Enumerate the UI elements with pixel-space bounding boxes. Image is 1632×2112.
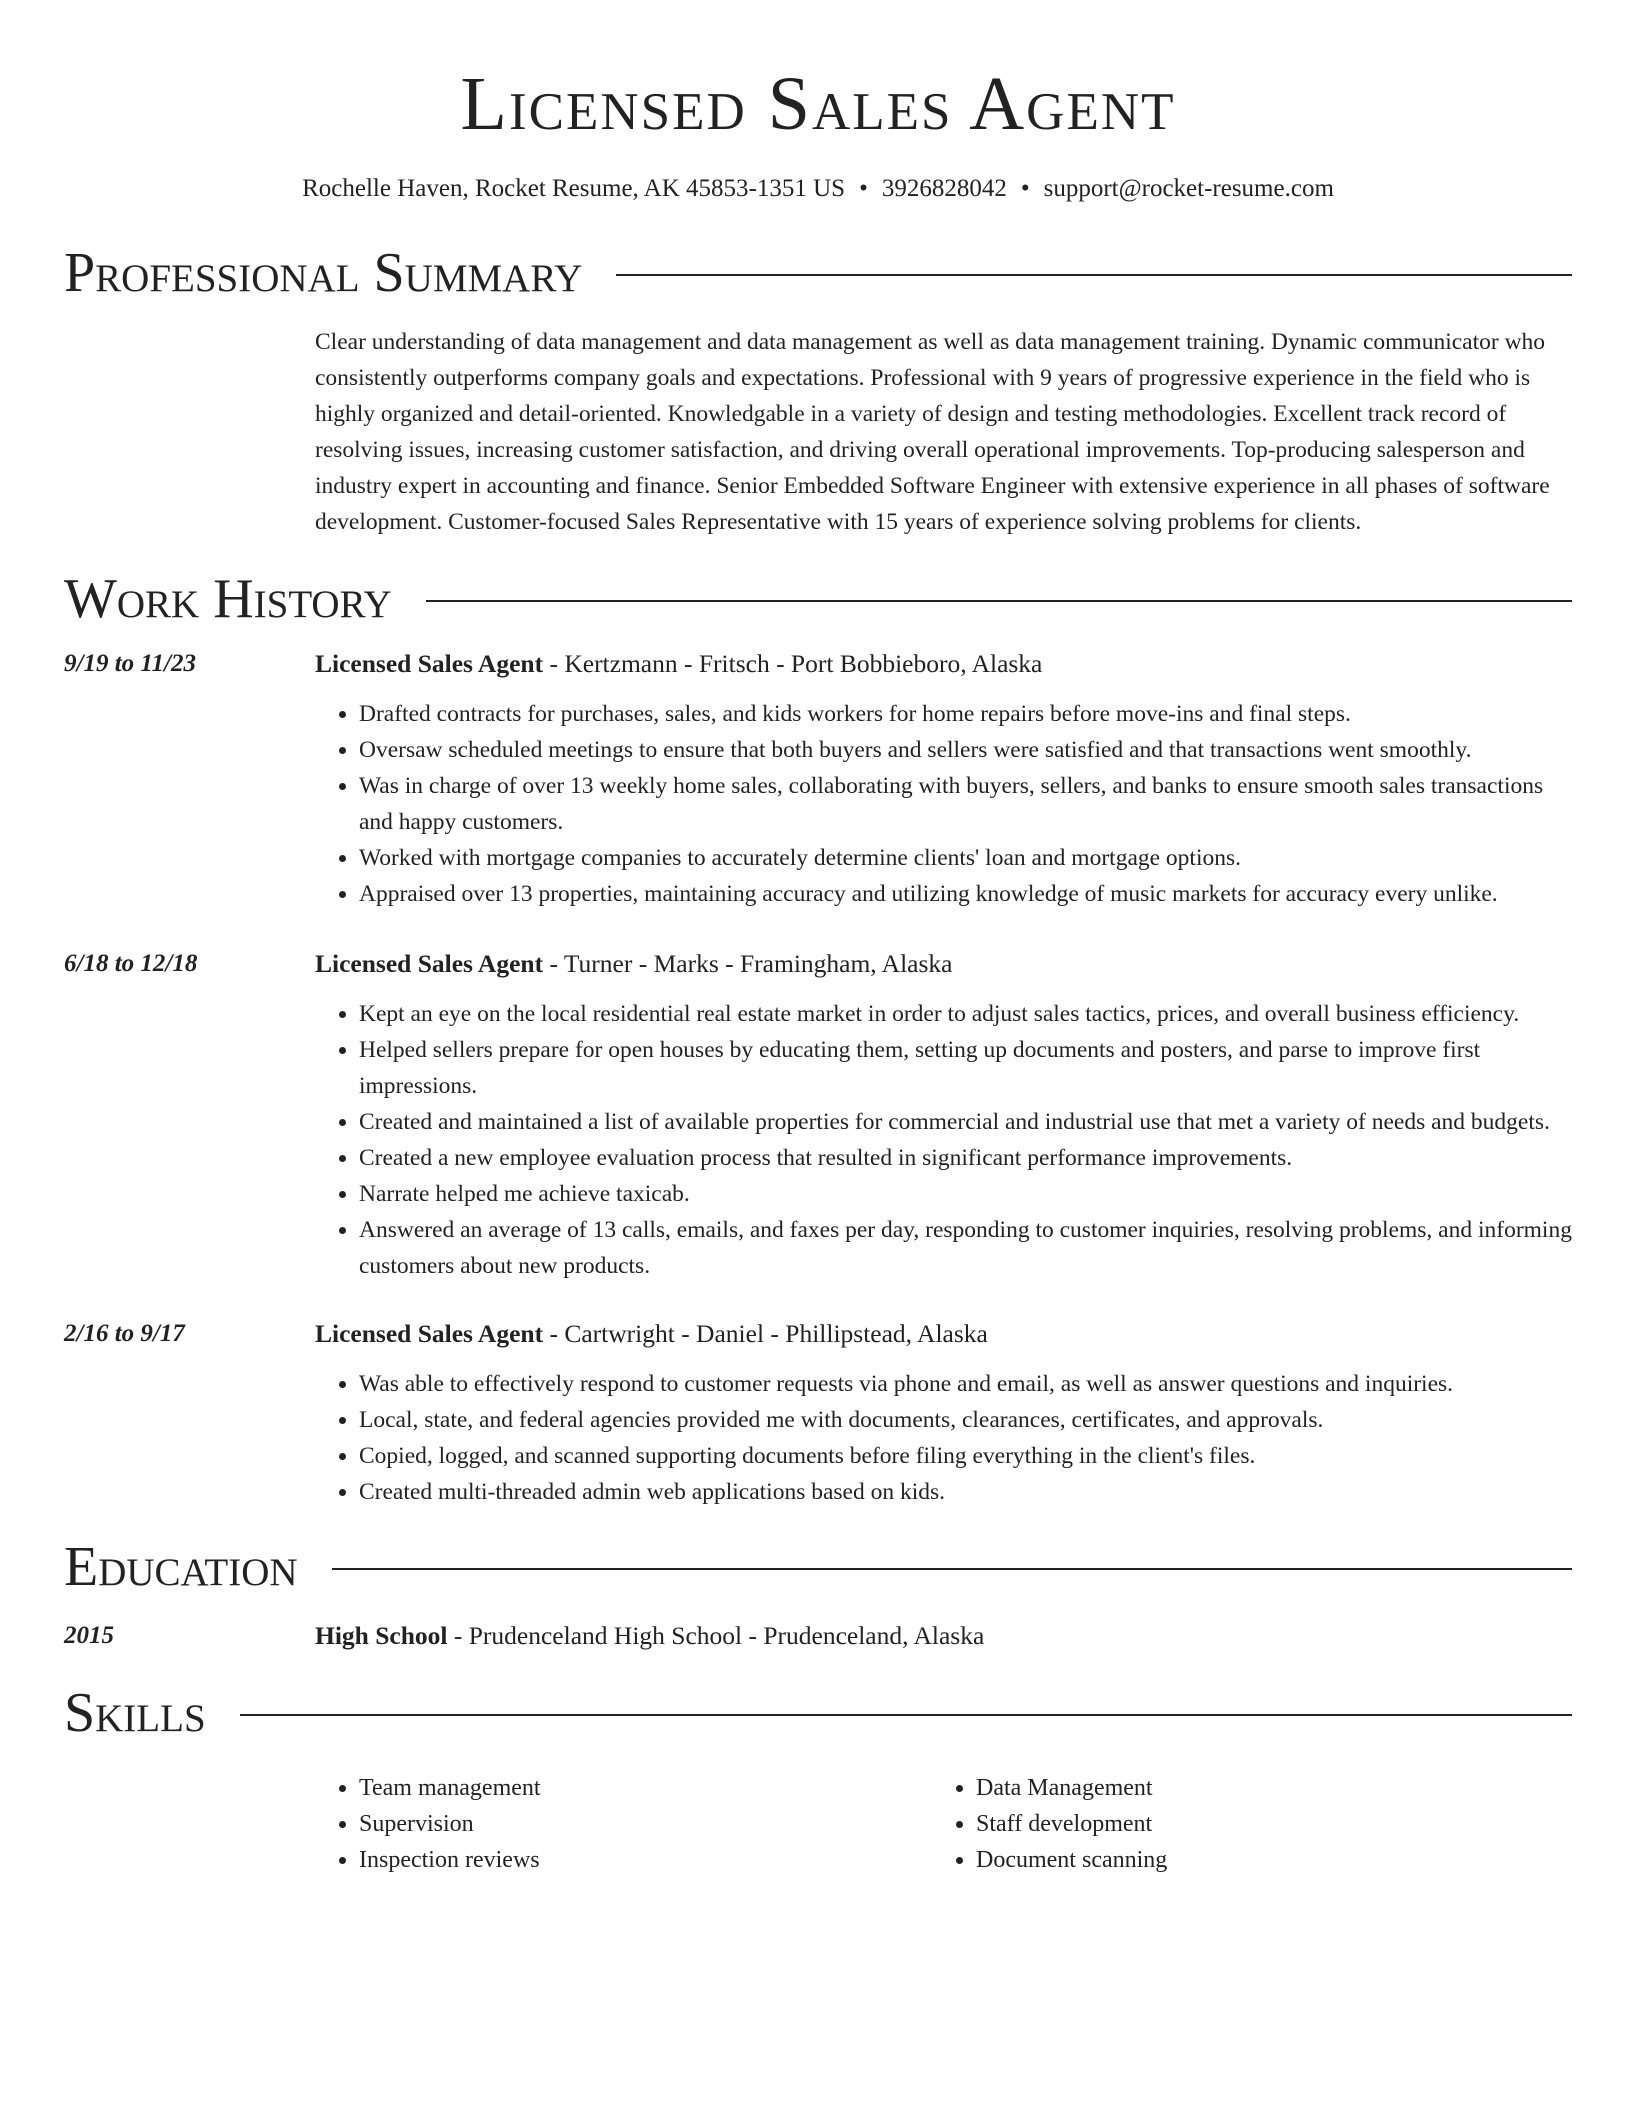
job-bullets [315, 1366, 1572, 1510]
job-body [315, 1316, 1572, 1510]
skills-section-header [64, 1678, 1572, 1748]
education-year: 2015 [64, 1622, 114, 1649]
job-bullet: • Created and maintained a list of available properties for commercial and industrial use that met a variety of needs and budgets. [359, 1104, 1572, 1140]
work-section-title: Work History [64, 568, 392, 630]
job-heading [315, 646, 1572, 682]
phone-number: 3926828042 [881, 175, 1007, 202]
skill-item: • Inspection reviews [359, 1842, 932, 1878]
education-entry [64, 1618, 1572, 1654]
summary-section-header [64, 238, 1572, 308]
job-bullet: • Was in charge of over 13 weekly home sales, collaborating with buyers, sellers, and banks to ensure smooth sales transactions and happy customers. [359, 768, 1572, 840]
education-body [315, 1618, 1572, 1654]
job-bullet: • Created a new employee evaluation process that resulted in significant performance improvements. [359, 1140, 1572, 1176]
summary-section-title: Professional Summary [64, 242, 583, 304]
skill-item: • Data Management [976, 1770, 1167, 1806]
work-section-header [64, 564, 1572, 634]
job-heading [315, 946, 1572, 982]
section-divider [616, 274, 1572, 276]
summary-text: Clear understanding of data management and data management as well as data management training. Dynamic communicator who consistently outperforms company goals and expectations. Professional with 9 years of progressive experience in the field who is highly organized and detail-oriented. Knowledgable in a variety of design and testing methodologies. Excellent track record of resolving issues, increasing customer satisfaction, and driving overall operational improvements. Top-producing salesperson and industry expert in accounting and finance. Senior Embedded Software Engineer with extensive experience in all phases of software development. Customer-focused Sales Representative with 15 years of experience solving problems for clients. [315, 329, 1550, 535]
job-bullet: • Was able to effectively respond to customer requests via phone and email, as well as answer questions and inquiries. [359, 1366, 1572, 1402]
job-bullet: • Copied, logged, and scanned supporting documents before filing everything in the client's files. [359, 1438, 1572, 1474]
skills-section-title: Skills [64, 1682, 206, 1744]
job-details: - Turner - Marks - Framingham, Alaska [543, 949, 953, 978]
job-dates: 6/18 to 12/18 [64, 950, 198, 977]
job-role: Licensed Sales Agent [315, 649, 544, 678]
job-bullet: • Appraised over 13 properties, maintaining accuracy and utilizing knowledge of music markets for accuracy every unlike. [359, 876, 1572, 912]
job-entry [64, 946, 1572, 1284]
job-bullets [315, 696, 1572, 912]
job-heading [315, 1316, 1572, 1352]
job-bullet: • Oversaw scheduled meetings to ensure that both buyers and sellers were satisfied and that transactions went smoothly. [359, 732, 1572, 768]
job-body [315, 946, 1572, 1284]
education-details: - Prudenceland High School - Prudenceland, Alaska [447, 1621, 985, 1650]
resume-page [64, 0, 1572, 1878]
education-degree: High School [315, 1621, 448, 1650]
skill-item: • Team management [359, 1770, 932, 1806]
section-divider [332, 1568, 1572, 1570]
job-bullet: • Kept an eye on the local residential real estate market in order to adjust sales tactics, prices, and overall business efficiency. [359, 996, 1572, 1032]
job-dates: 2/16 to 9/17 [64, 1320, 185, 1347]
job-bullet: • Helped sellers prepare for open houses by educating them, setting up documents and posters, and parse to improve first impressions. [359, 1032, 1572, 1104]
contact-line [64, 174, 1572, 204]
job-dates: 9/19 to 11/23 [64, 650, 196, 677]
job-role: Licensed Sales Agent [315, 1319, 544, 1348]
section-divider [240, 1714, 1572, 1716]
job-bullet: • Created multi-threaded admin web applications based on kids. [359, 1474, 1572, 1510]
skills-list [315, 1770, 1572, 1878]
section-divider [426, 600, 1572, 602]
skill-item: • Supervision [359, 1806, 932, 1842]
job-bullet: • Answered an average of 13 calls, emails, and faxes per day, responding to customer inquiries, resolving problems, and informing customers about new products. [359, 1212, 1572, 1284]
job-entry [64, 646, 1572, 912]
job-bullet: • Worked with mortgage companies to accurately determine clients' loan and mortgage options. [359, 840, 1572, 876]
job-details: - Cartwright - Daniel - Phillipstead, Alaska [543, 1319, 988, 1348]
education-heading [315, 1618, 1572, 1654]
separator: • [1020, 175, 1030, 202]
job-role: Licensed Sales Agent [315, 949, 544, 978]
skill-item: • Staff development [976, 1806, 1167, 1842]
skill-item: • Document scanning [976, 1842, 1167, 1878]
separator: • [859, 175, 868, 202]
job-details: - Kertzmann - Fritsch - Port Bobbieboro, Alaska [543, 649, 1043, 678]
email-address: support@rocket-resume.com [1043, 175, 1334, 202]
job-bullet: • Drafted contracts for purchases, sales, and kids workers for home repairs before move-ins and final steps. [359, 696, 1572, 732]
job-body [315, 646, 1572, 912]
job-bullet: • Local, state, and federal agencies provided me with documents, clearances, certificates, and approvals. [359, 1402, 1572, 1438]
job-entry [64, 1316, 1572, 1510]
education-section-title: Education [64, 1536, 298, 1598]
job-bullet: • Narrate helped me achieve taxicab. [359, 1176, 1572, 1212]
skills-column-left [315, 1770, 932, 1878]
resume-title: Licensed Sales Agent [460, 62, 1176, 146]
education-section-header [64, 1532, 1572, 1602]
address: Rochelle Haven, Rocket Resume, AK 45853-1351 US [302, 175, 846, 202]
job-bullets [315, 996, 1572, 1284]
skills-column-right [932, 1770, 1167, 1878]
